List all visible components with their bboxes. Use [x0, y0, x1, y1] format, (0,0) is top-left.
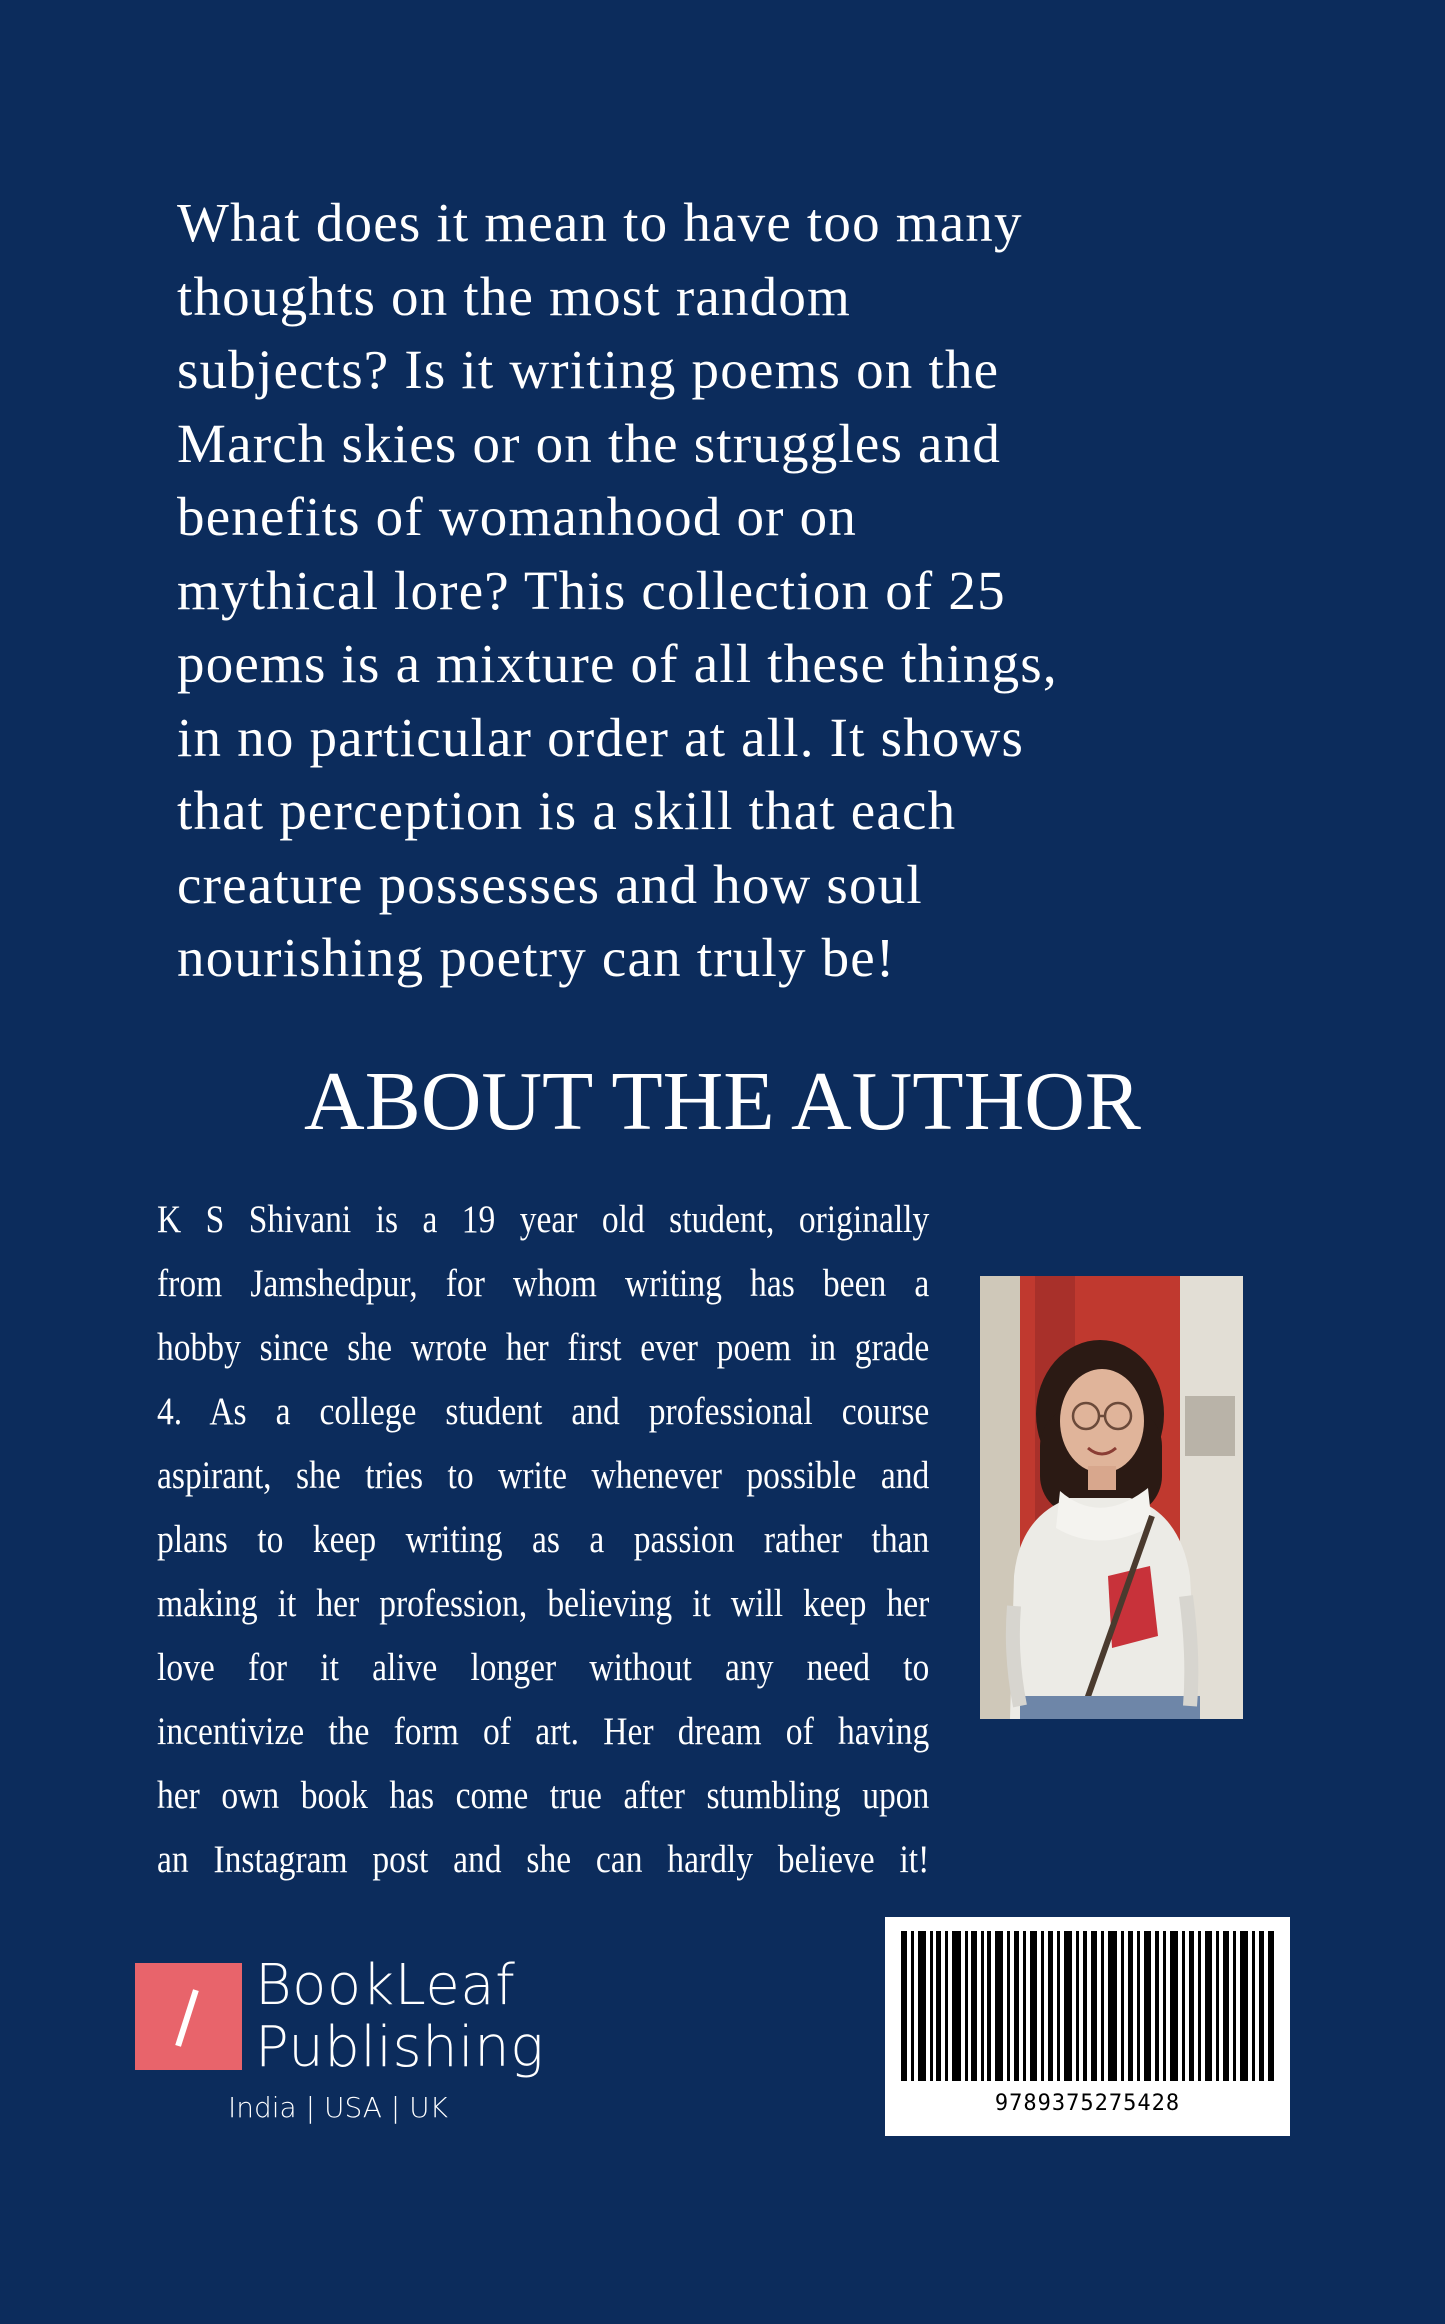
bio-line: making it her profession, believing it will keep her — [157, 1582, 930, 1625]
publisher-name-line2: Publishing — [255, 2015, 545, 2080]
barcode-bars-icon — [885, 1917, 1290, 2087]
blurb-line: What does it mean to have too many — [177, 192, 1023, 253]
blurb-line: subjects? Is it writing poems on the — [177, 339, 1000, 400]
barcode — [885, 1917, 1290, 2136]
bio-line: her own book has come true after stumbling upon — [157, 1774, 930, 1817]
blurb-line: benefits of womanhood or on — [177, 486, 858, 547]
author-bio — [157, 1188, 929, 1892]
blurb-line: poems is a mixture of all these things, — [177, 633, 1058, 694]
blurb-line: in no particular order at all. It shows — [177, 706, 1025, 768]
blurb-line: thoughts on the most random — [177, 265, 852, 327]
bio-line: aspirant, she tries to write whenever possible and — [157, 1454, 930, 1497]
publisher-regions: India | USA | UK — [228, 2091, 448, 2124]
blurb-line: March skies or on the struggles and — [177, 412, 1002, 474]
bio-line: love for it alive longer without any need to — [157, 1646, 930, 1689]
blurb-line: that perception is a skill that each — [177, 780, 957, 841]
publisher-logo-icon — [135, 1963, 242, 2070]
bio-line: incentivize the form of art. Her dream of having — [157, 1710, 930, 1753]
bio-line: hobby since she wrote her first ever poem in grade — [157, 1326, 930, 1369]
blurb-line: nourishing poetry can truly be! — [177, 927, 896, 988]
author-portrait-illustration — [980, 1276, 1243, 1719]
publisher-name-line1: BookLeaf — [255, 1953, 516, 2018]
blurb-line: creature possesses and how soul — [177, 853, 923, 915]
publisher-name — [255, 1955, 544, 2079]
bio-line: an Instagram post and she can hardly believe it! — [157, 1838, 930, 1881]
bio-line: 4. As a college student and professional course — [157, 1390, 930, 1433]
bio-line: plans to keep writing as a passion rather than — [157, 1518, 930, 1561]
author-photo — [980, 1276, 1243, 1719]
bio-line: from Jamshedpur, for whom writing has been a — [157, 1262, 930, 1305]
blurb-line: mythical lore? This collection of 25 — [177, 559, 1006, 621]
about-author-heading-text: ABOUT THE AUTHOR — [304, 1055, 1141, 1148]
isbn-number: 9789375275428 — [994, 2091, 1181, 2116]
about-author-heading — [0, 1052, 1445, 1152]
bio-line: K S Shivani is a 19 year old student, originally — [157, 1198, 930, 1241]
book-blurb — [177, 186, 1287, 995]
slash-icon — [135, 1963, 242, 2070]
